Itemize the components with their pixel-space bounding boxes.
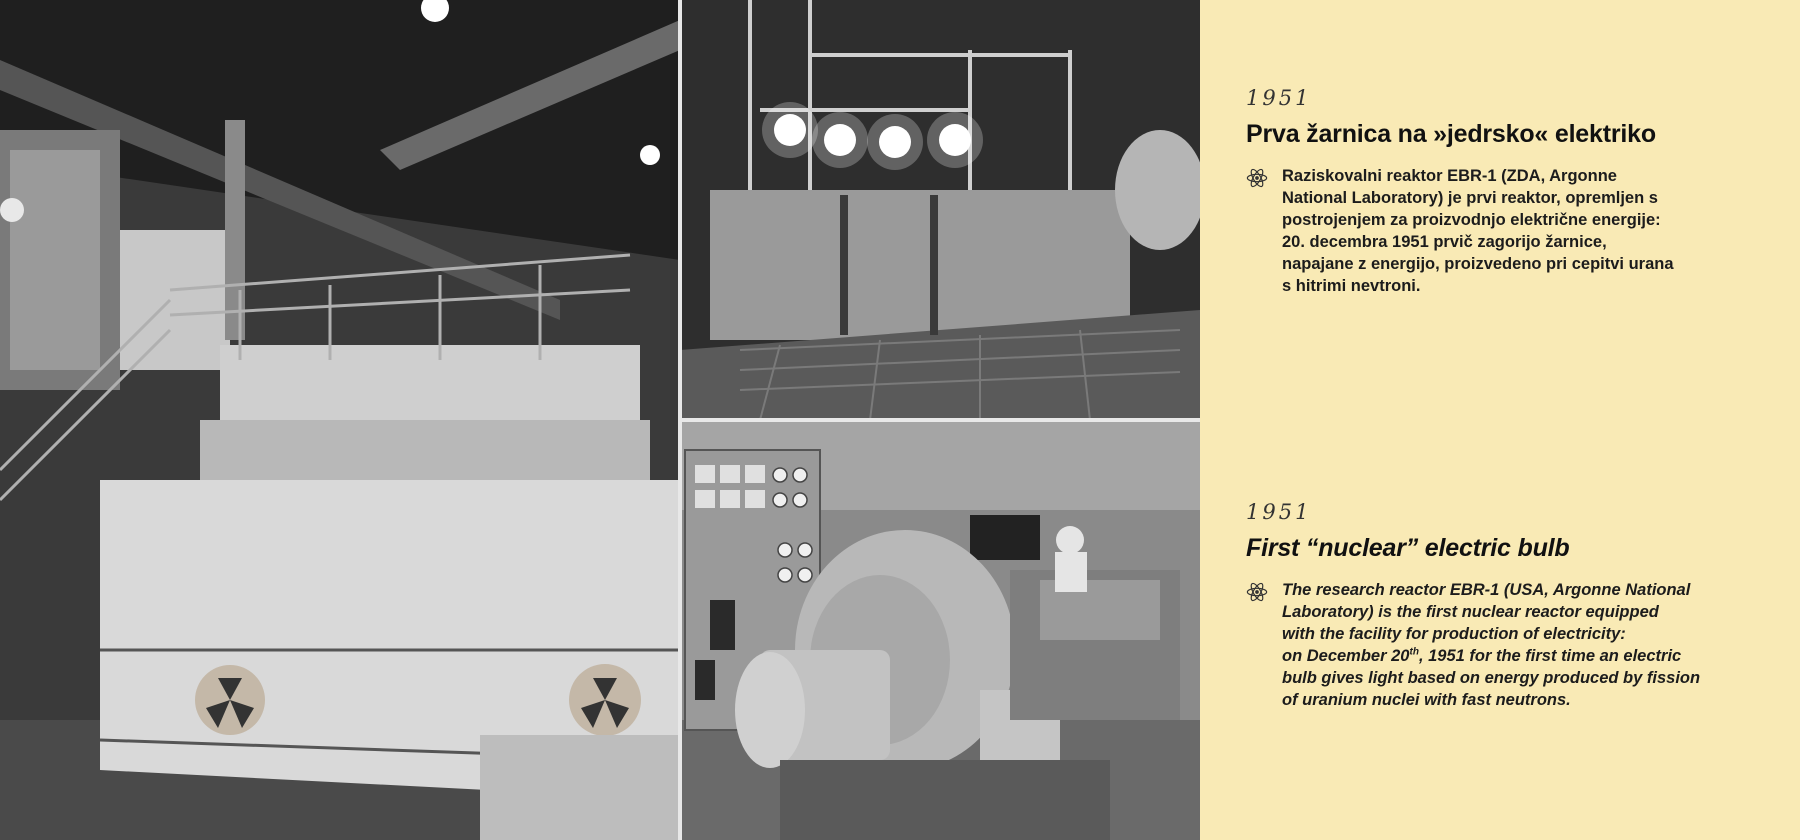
english-section: [1246, 500, 1746, 711]
text-panel: [1200, 0, 1800, 840]
atom-icon: [1246, 167, 1268, 189]
body-text-part1: The research reactor EBR-1 (USA, Argonne National Laboratory) is the first nuclear reactor equipped with the facility for production of electricity: on December 20: [1282, 581, 1691, 665]
section-title: Prva žarnica na »jedrsko« elektriko: [1246, 120, 1656, 148]
bullet-item: [1246, 579, 1746, 711]
ordinal-suffix: th: [1409, 646, 1419, 658]
body-text-part2: , 1951 for the first time an electric bulb gives light based on energy produced by fission of uranium nuclei with fast neutrons.: [1282, 647, 1701, 709]
light-bulbs-photo: [680, 0, 1200, 420]
year-label: 1951: [1246, 500, 1312, 524]
atom-icon: [1246, 581, 1268, 603]
year-label: 1951: [1246, 86, 1312, 110]
reactor-photo: [0, 0, 680, 840]
photo-divider-horizontal: [680, 418, 1200, 422]
generator-photo: [680, 420, 1200, 840]
section-body: Raziskovalni reaktor EBR-1 (ZDA, Argonne National Laboratory) je prvi reaktor, opremljen s postrojenjem za proizvodnjo električne energije: 20. decembra 1951 prvič zagorijo žarnice, napajane z energijo, proizvedeno pri cepitvi urana s hitrimi nevtroni.: [1282, 167, 1674, 295]
section-title: First “nuclear” electric bulb: [1246, 534, 1570, 562]
bullet-item: [1246, 165, 1746, 297]
slovene-section: [1246, 86, 1746, 297]
section-body: [1282, 579, 1712, 711]
